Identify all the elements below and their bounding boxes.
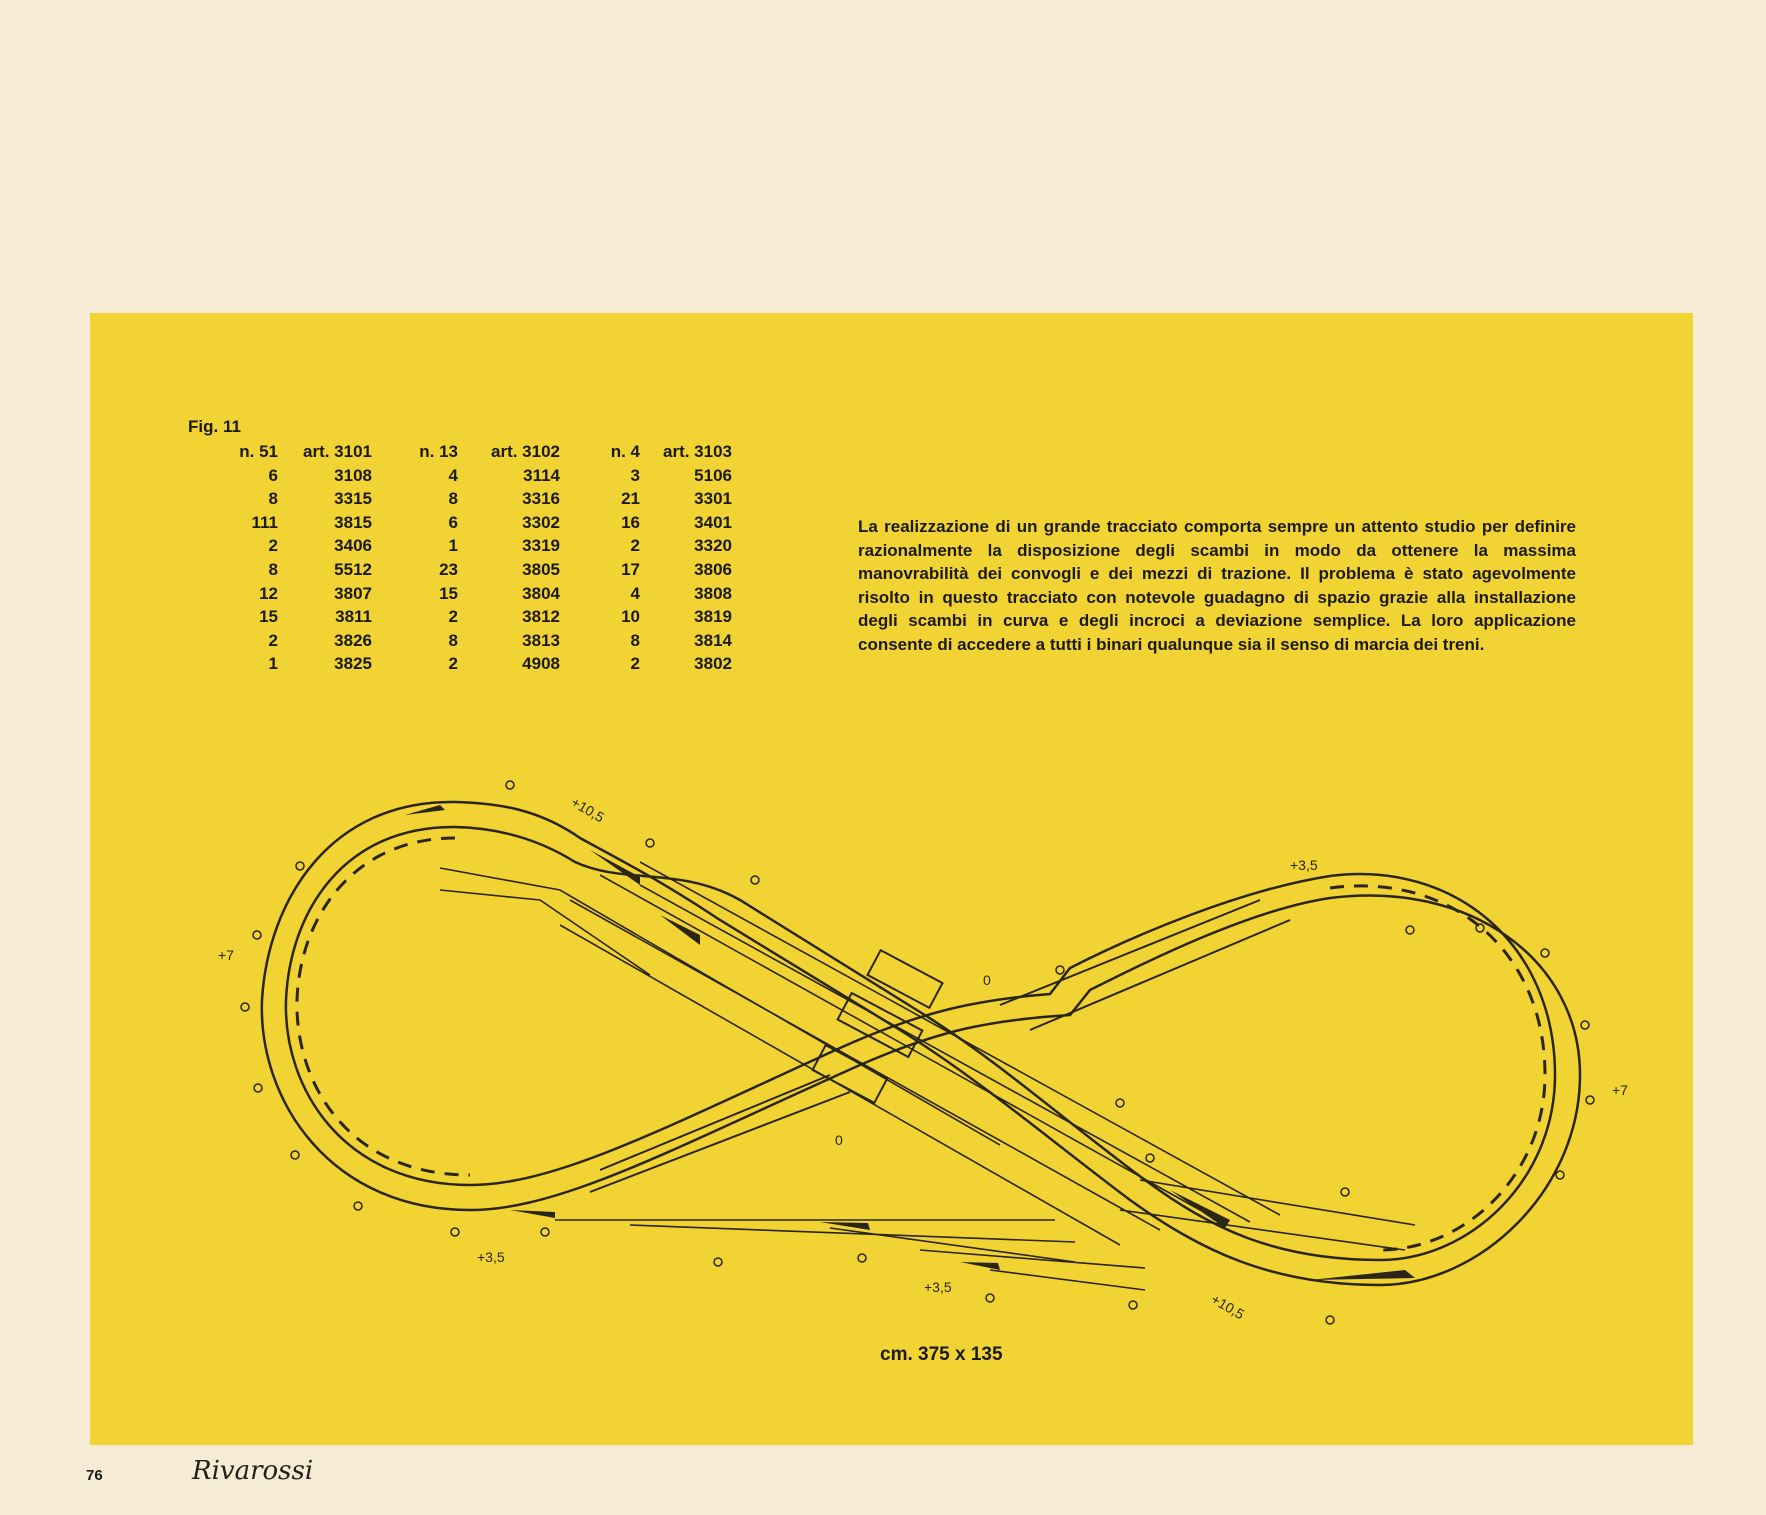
part-art: 3804 xyxy=(522,583,560,603)
elevation-label: 0 xyxy=(835,1132,843,1148)
layout-dimensions: cm. 375 x 135 xyxy=(880,1344,1003,1365)
brand-logo: Rivarossi xyxy=(192,1456,314,1486)
part-qty: 8 xyxy=(448,630,458,650)
signal-marker xyxy=(1406,926,1414,934)
part-art: 3807 xyxy=(334,583,372,603)
signal-marker xyxy=(1581,1021,1589,1029)
turnout-8 xyxy=(510,1210,555,1218)
part-art: 3819 xyxy=(694,607,732,627)
part-qty: 8 xyxy=(268,559,278,579)
signal-marker xyxy=(253,931,261,939)
crossing-1 xyxy=(868,950,943,1008)
part-art: 3302 xyxy=(522,512,560,532)
signal-marker xyxy=(858,1254,866,1262)
signal-marker xyxy=(1556,1171,1564,1179)
turnout-4 xyxy=(1170,1190,1230,1228)
upper-right-spur-outer xyxy=(1000,900,1260,1005)
part-art: 5512 xyxy=(334,559,372,579)
part-qty: 15 xyxy=(259,607,278,627)
signal-marker xyxy=(241,1003,249,1011)
part-art: 3812 xyxy=(522,607,560,627)
part-qty: 16 xyxy=(621,512,640,532)
siding-2 xyxy=(630,1225,1075,1242)
part-qty: 1 xyxy=(268,654,278,674)
turnout-6 xyxy=(820,1222,870,1230)
part-art: 3319 xyxy=(522,536,560,556)
part-qty: 2 xyxy=(448,607,458,627)
signal-marker xyxy=(354,1202,362,1210)
part-qty: 2 xyxy=(268,630,278,650)
part-qty: 8 xyxy=(448,489,458,509)
part-art: 3301 xyxy=(694,489,732,509)
part-art: 3811 xyxy=(335,607,372,627)
elevation-label: 0 xyxy=(983,972,991,988)
signal-marker xyxy=(254,1084,262,1092)
part-art: 3806 xyxy=(694,559,732,579)
signal-marker xyxy=(751,876,759,884)
signal-marker xyxy=(541,1228,549,1236)
yard-track-3 xyxy=(600,875,1200,1210)
part-qty: 2 xyxy=(448,654,458,674)
signal-marker xyxy=(296,862,304,870)
signal-marker xyxy=(986,1294,994,1302)
part-qty: 1 xyxy=(448,536,458,556)
figure-label: Fig. 11 xyxy=(188,417,241,436)
signal-marker xyxy=(1341,1188,1349,1196)
turnout-7 xyxy=(960,1262,1000,1270)
parts-header-qty: n. 4 xyxy=(610,442,640,461)
elevation-label: +3,5 xyxy=(477,1249,505,1265)
signal-marker xyxy=(1476,924,1484,932)
part-qty: 6 xyxy=(448,512,458,532)
part-qty: 111 xyxy=(251,512,278,532)
part-qty: 21 xyxy=(621,489,640,509)
siding-3 xyxy=(830,1228,1075,1262)
part-art: 3114 xyxy=(523,465,560,485)
part-art: 5106 xyxy=(694,465,732,485)
yard-track-7 xyxy=(440,890,650,975)
part-art: 3808 xyxy=(694,583,732,603)
part-art: 3401 xyxy=(694,512,732,532)
track-figure-eight xyxy=(241,781,1594,1324)
signal-marker xyxy=(714,1258,722,1266)
part-art: 3406 xyxy=(334,536,372,556)
signal-marker xyxy=(506,781,514,789)
upper-right-spur-inner xyxy=(1030,920,1290,1030)
part-qty: 12 xyxy=(259,583,278,603)
elevation-label: +7 xyxy=(218,947,234,963)
parts-header-art: art. 3102 xyxy=(491,442,560,461)
turnout-5 xyxy=(1310,1270,1415,1280)
yard-track-1 xyxy=(640,862,1280,1215)
part-qty: 3 xyxy=(630,465,640,485)
siding-5 xyxy=(990,1270,1145,1290)
signal-marker xyxy=(1129,1301,1137,1309)
signal-marker xyxy=(1541,949,1549,957)
signal-marker xyxy=(451,1228,459,1236)
part-art: 3320 xyxy=(694,536,732,556)
signal-marker xyxy=(1056,966,1064,974)
part-qty: 2 xyxy=(630,536,640,556)
parts-header-art: art. 3103 xyxy=(663,442,732,461)
part-qty: 2 xyxy=(268,536,278,556)
part-art: 3108 xyxy=(334,465,372,485)
parts-header-art: art. 3101 xyxy=(303,442,372,461)
siding-4 xyxy=(920,1250,1145,1268)
elevation-label: +10,5 xyxy=(568,793,608,826)
signal-marker xyxy=(1586,1096,1594,1104)
signal-marker xyxy=(1326,1316,1334,1324)
elevation-labels xyxy=(218,794,1628,1323)
part-art: 3814 xyxy=(694,630,732,650)
part-qty: 4 xyxy=(448,465,458,485)
elevation-label: +3,5 xyxy=(1290,857,1318,873)
part-qty: 8 xyxy=(268,489,278,509)
part-qty: 8 xyxy=(630,630,640,650)
parts-header-qty: n. 51 xyxy=(239,442,278,461)
signal-marker xyxy=(1146,1154,1154,1162)
part-qty: 23 xyxy=(439,559,458,579)
signal-marker xyxy=(646,839,654,847)
part-art: 3315 xyxy=(334,489,372,509)
part-qty: 6 xyxy=(268,465,278,485)
parts-header-qty: n. 13 xyxy=(419,442,458,461)
part-art: 3316 xyxy=(522,489,560,509)
part-qty: 4 xyxy=(630,583,640,603)
part-art: 3813 xyxy=(522,630,560,650)
elevation-label: +7 xyxy=(1612,1082,1628,1098)
elevation-label: +10,5 xyxy=(1208,1290,1248,1323)
part-qty: 10 xyxy=(621,607,640,627)
signal-marker xyxy=(291,1151,299,1159)
part-art: 3826 xyxy=(334,630,372,650)
part-art: 4908 xyxy=(522,654,560,674)
yard-track-2 xyxy=(640,885,1250,1222)
description-paragraph: La realizzazione di un grande tracciato comporta sempre un attento studio per definire razionalmente la disposizione degli scambi in modo da ottenere la massima manovrabilità dei convogli e dei mezzi di trazione. Il problema è stato agevolmente risolto in questo tracciato con notevole guadagno di spazio grazie alla installazione degli scambi in curva e degli incroci a deviazione semplice. La loro applicazione consente di accedere a tutti i binari qualunque sia il senso di marcia dei treni. xyxy=(858,517,1576,654)
part-qty: 17 xyxy=(621,559,640,579)
part-qty: 2 xyxy=(630,654,640,674)
signal-marker xyxy=(1116,1099,1124,1107)
part-art: 3802 xyxy=(694,654,732,674)
part-qty: 15 xyxy=(439,583,458,603)
elevation-label: +3,5 xyxy=(924,1279,952,1295)
part-art: 3825 xyxy=(334,654,372,674)
part-art: 3805 xyxy=(522,559,560,579)
lower-left-spur-outer xyxy=(600,1075,830,1170)
part-art: 3815 xyxy=(334,512,372,532)
page-number: 76 xyxy=(86,1467,103,1484)
